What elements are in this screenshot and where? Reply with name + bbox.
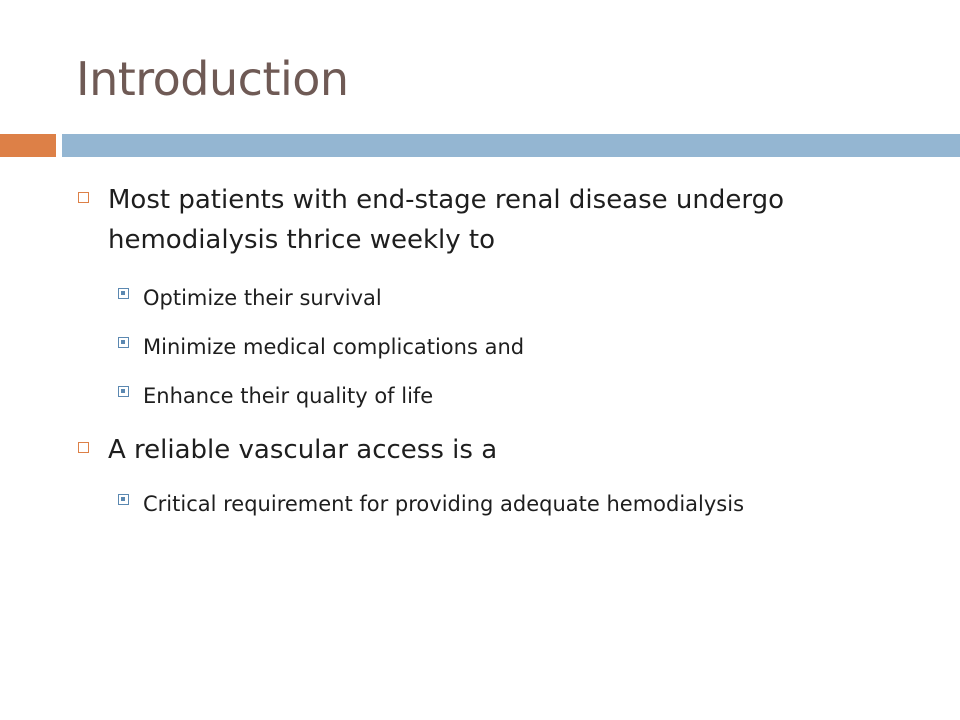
sub-bullet-text: Enhance their quality of life bbox=[143, 384, 434, 408]
filled-square-bullet-icon bbox=[118, 288, 129, 299]
sub-bullet-item bbox=[118, 378, 918, 414]
filled-square-bullet-icon bbox=[118, 337, 129, 348]
bullet-text: A reliable vascular access is a bbox=[108, 435, 498, 465]
square-bullet-icon bbox=[78, 192, 89, 203]
sub-bullet-item bbox=[118, 486, 918, 558]
bullet-item bbox=[78, 180, 938, 264]
filled-square-bullet-icon bbox=[118, 386, 129, 397]
filled-square-bullet-icon bbox=[118, 494, 129, 505]
square-bullet-icon bbox=[78, 442, 89, 453]
title-rule-blue bbox=[62, 134, 960, 157]
sub-bullet-item bbox=[118, 329, 918, 365]
sub-bullet-text: Optimize their survival bbox=[143, 286, 382, 310]
bullet-item bbox=[78, 430, 938, 472]
sub-bullet-text: Critical requirement for providing adequate hemodialysis bbox=[143, 492, 745, 516]
title-rule-orange bbox=[0, 134, 56, 157]
slide-title: Introduction bbox=[76, 52, 349, 106]
sub-bullet-text: Minimize medical complications and bbox=[143, 335, 525, 359]
bullet-text: Most patients with end-stage renal disease undergo hemodialysis thrice weekly to bbox=[108, 185, 785, 255]
sub-bullet-item bbox=[118, 280, 918, 316]
